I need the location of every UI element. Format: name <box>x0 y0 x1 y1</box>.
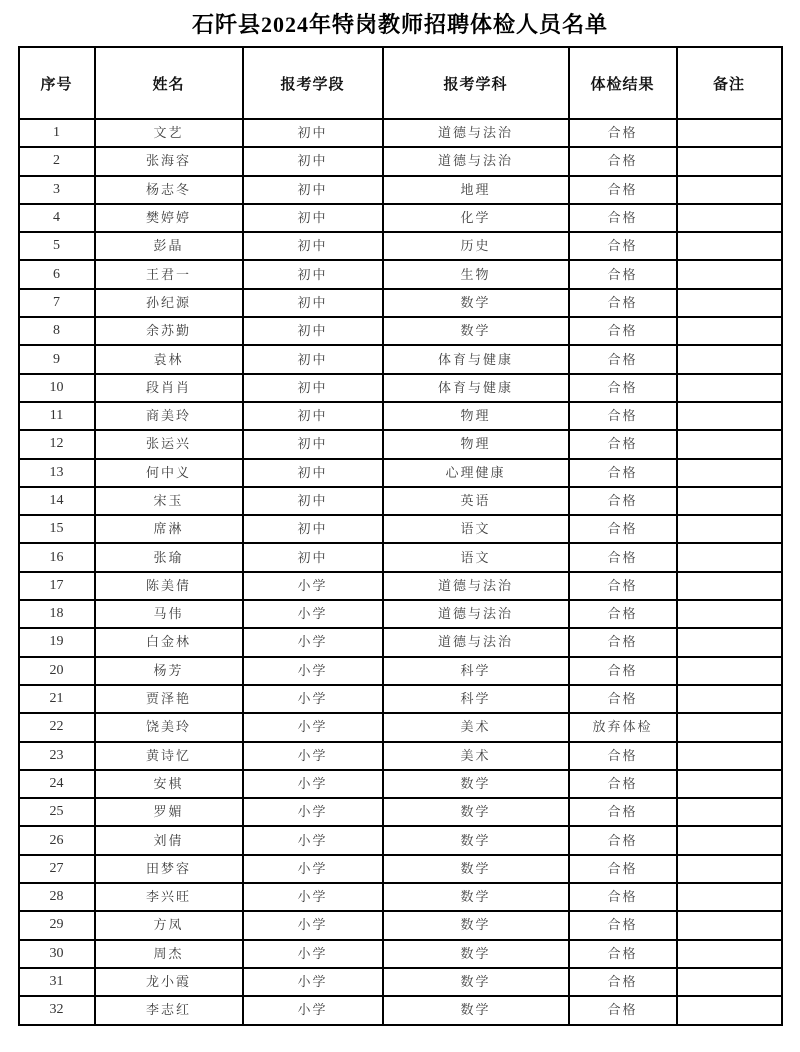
cell-subject: 生物 <box>383 260 569 288</box>
cell-name: 席淋 <box>95 515 243 543</box>
cell-result: 合格 <box>569 600 677 628</box>
cell-remark <box>677 402 782 430</box>
cell-result: 合格 <box>569 374 677 402</box>
table-row <box>19 826 782 854</box>
cell-result: 合格 <box>569 968 677 996</box>
cell-no: 11 <box>19 402 95 430</box>
cell-subject: 体育与健康 <box>383 345 569 373</box>
cell-subject: 道德与法治 <box>383 147 569 175</box>
cell-result: 合格 <box>569 940 677 968</box>
table-row <box>19 940 782 968</box>
cell-result: 合格 <box>569 826 677 854</box>
table-row <box>19 742 782 770</box>
table-row <box>19 232 782 260</box>
table-row <box>19 374 782 402</box>
cell-level: 小学 <box>243 572 383 600</box>
cell-level: 小学 <box>243 883 383 911</box>
table-row <box>19 968 782 996</box>
table-row <box>19 204 782 232</box>
table-row <box>19 883 782 911</box>
cell-no: 12 <box>19 430 95 458</box>
cell-name: 何中义 <box>95 459 243 487</box>
table-row <box>19 430 782 458</box>
cell-subject: 物理 <box>383 402 569 430</box>
cell-subject: 数学 <box>383 770 569 798</box>
cell-level: 小学 <box>243 826 383 854</box>
cell-level: 初中 <box>243 147 383 175</box>
cell-remark <box>677 232 782 260</box>
cell-name: 刘倩 <box>95 826 243 854</box>
table-row <box>19 260 782 288</box>
cell-result: 合格 <box>569 176 677 204</box>
cell-remark <box>677 883 782 911</box>
cell-subject: 数学 <box>383 855 569 883</box>
cell-level: 小学 <box>243 600 383 628</box>
cell-result: 合格 <box>569 515 677 543</box>
cell-remark <box>677 742 782 770</box>
cell-subject: 道德与法治 <box>383 572 569 600</box>
cell-subject: 体育与健康 <box>383 374 569 402</box>
cell-name: 孙纪源 <box>95 289 243 317</box>
table-row <box>19 572 782 600</box>
table-row <box>19 770 782 798</box>
cell-subject: 数学 <box>383 940 569 968</box>
cell-subject: 历史 <box>383 232 569 260</box>
cell-subject: 语文 <box>383 515 569 543</box>
cell-no: 31 <box>19 968 95 996</box>
cell-subject: 道德与法治 <box>383 600 569 628</box>
cell-level: 初中 <box>243 260 383 288</box>
cell-level: 初中 <box>243 345 383 373</box>
table-row <box>19 628 782 656</box>
cell-result: 合格 <box>569 260 677 288</box>
cell-subject: 数学 <box>383 317 569 345</box>
cell-subject: 地理 <box>383 176 569 204</box>
cell-level: 初中 <box>243 204 383 232</box>
table-row <box>19 119 782 147</box>
column-header-no: 序号 <box>19 47 95 119</box>
cell-result: 合格 <box>569 487 677 515</box>
cell-name: 文艺 <box>95 119 243 147</box>
column-header-result: 体检结果 <box>569 47 677 119</box>
cell-level: 小学 <box>243 798 383 826</box>
cell-remark <box>677 600 782 628</box>
cell-name: 田梦容 <box>95 855 243 883</box>
cell-remark <box>677 770 782 798</box>
cell-result: 合格 <box>569 232 677 260</box>
cell-level: 小学 <box>243 855 383 883</box>
cell-remark <box>677 260 782 288</box>
page-title: 石阡县2024年特岗教师招聘体检人员名单 <box>191 12 608 37</box>
cell-no: 19 <box>19 628 95 656</box>
cell-remark <box>677 968 782 996</box>
cell-remark <box>677 798 782 826</box>
table-row <box>19 685 782 713</box>
cell-remark <box>677 940 782 968</box>
cell-result: 合格 <box>569 770 677 798</box>
cell-name: 贾泽艳 <box>95 685 243 713</box>
cell-result: 合格 <box>569 996 677 1024</box>
column-header-remark: 备注 <box>677 47 782 119</box>
cell-subject: 化学 <box>383 204 569 232</box>
cell-remark <box>677 996 782 1024</box>
cell-no: 23 <box>19 742 95 770</box>
table-row <box>19 713 782 741</box>
cell-result: 合格 <box>569 430 677 458</box>
cell-result: 合格 <box>569 289 677 317</box>
cell-remark <box>677 911 782 939</box>
cell-level: 小学 <box>243 968 383 996</box>
cell-name: 张海容 <box>95 147 243 175</box>
cell-no: 27 <box>19 855 95 883</box>
table-row <box>19 543 782 571</box>
cell-level: 小学 <box>243 685 383 713</box>
cell-remark <box>677 628 782 656</box>
cell-no: 10 <box>19 374 95 402</box>
cell-no: 32 <box>19 996 95 1024</box>
cell-level: 小学 <box>243 996 383 1024</box>
cell-subject: 数学 <box>383 883 569 911</box>
cell-result: 放弃体检 <box>569 713 677 741</box>
cell-remark <box>677 713 782 741</box>
cell-subject: 心理健康 <box>383 459 569 487</box>
cell-level: 初中 <box>243 317 383 345</box>
cell-result: 合格 <box>569 685 677 713</box>
cell-level: 小学 <box>243 742 383 770</box>
cell-remark <box>677 826 782 854</box>
table-row <box>19 996 782 1024</box>
cell-remark <box>677 345 782 373</box>
cell-remark <box>677 430 782 458</box>
cell-no: 6 <box>19 260 95 288</box>
cell-name: 杨芳 <box>95 657 243 685</box>
table-row <box>19 176 782 204</box>
cell-subject: 道德与法治 <box>383 119 569 147</box>
cell-remark <box>677 685 782 713</box>
cell-level: 初中 <box>243 232 383 260</box>
table-row <box>19 798 782 826</box>
cell-name: 王君一 <box>95 260 243 288</box>
cell-subject: 数学 <box>383 968 569 996</box>
cell-result: 合格 <box>569 317 677 345</box>
cell-name: 罗媚 <box>95 798 243 826</box>
table-row <box>19 600 782 628</box>
cell-level: 初中 <box>243 459 383 487</box>
cell-no: 1 <box>19 119 95 147</box>
cell-remark <box>677 657 782 685</box>
cell-result: 合格 <box>569 855 677 883</box>
roster-table <box>18 46 783 1026</box>
cell-subject: 数学 <box>383 289 569 317</box>
cell-remark <box>677 543 782 571</box>
cell-remark <box>677 572 782 600</box>
cell-level: 初中 <box>243 374 383 402</box>
cell-name: 张运兴 <box>95 430 243 458</box>
cell-subject: 语文 <box>383 543 569 571</box>
cell-no: 21 <box>19 685 95 713</box>
cell-no: 28 <box>19 883 95 911</box>
cell-result: 合格 <box>569 742 677 770</box>
cell-no: 7 <box>19 289 95 317</box>
cell-subject: 数学 <box>383 798 569 826</box>
cell-no: 26 <box>19 826 95 854</box>
cell-name: 陈美倩 <box>95 572 243 600</box>
cell-name: 马伟 <box>95 600 243 628</box>
cell-remark <box>677 147 782 175</box>
table-header-row <box>19 47 782 119</box>
cell-no: 3 <box>19 176 95 204</box>
cell-no: 14 <box>19 487 95 515</box>
cell-level: 初中 <box>243 119 383 147</box>
cell-name: 黄诗忆 <box>95 742 243 770</box>
table-row <box>19 487 782 515</box>
cell-name: 段肖肖 <box>95 374 243 402</box>
cell-remark <box>677 176 782 204</box>
cell-level: 小学 <box>243 940 383 968</box>
cell-remark <box>677 515 782 543</box>
cell-subject: 美术 <box>383 742 569 770</box>
cell-name: 李兴旺 <box>95 883 243 911</box>
cell-result: 合格 <box>569 459 677 487</box>
cell-level: 初中 <box>243 543 383 571</box>
cell-no: 5 <box>19 232 95 260</box>
table-row <box>19 147 782 175</box>
cell-level: 初中 <box>243 430 383 458</box>
cell-name: 安棋 <box>95 770 243 798</box>
cell-remark <box>677 317 782 345</box>
cell-name: 龙小霞 <box>95 968 243 996</box>
cell-remark <box>677 119 782 147</box>
table-row <box>19 657 782 685</box>
cell-result: 合格 <box>569 628 677 656</box>
cell-level: 初中 <box>243 487 383 515</box>
cell-no: 25 <box>19 798 95 826</box>
cell-subject: 科学 <box>383 685 569 713</box>
cell-no: 2 <box>19 147 95 175</box>
cell-no: 29 <box>19 911 95 939</box>
cell-no: 9 <box>19 345 95 373</box>
table-row <box>19 289 782 317</box>
cell-remark <box>677 289 782 317</box>
cell-no: 4 <box>19 204 95 232</box>
cell-name: 彭晶 <box>95 232 243 260</box>
cell-no: 24 <box>19 770 95 798</box>
cell-no: 20 <box>19 657 95 685</box>
cell-level: 初中 <box>243 515 383 543</box>
table-row <box>19 345 782 373</box>
cell-result: 合格 <box>569 657 677 685</box>
cell-result: 合格 <box>569 572 677 600</box>
cell-remark <box>677 487 782 515</box>
cell-subject: 科学 <box>383 657 569 685</box>
cell-name: 白金林 <box>95 628 243 656</box>
column-header-level: 报考学段 <box>243 47 383 119</box>
cell-level: 初中 <box>243 289 383 317</box>
cell-result: 合格 <box>569 345 677 373</box>
cell-no: 16 <box>19 543 95 571</box>
cell-result: 合格 <box>569 798 677 826</box>
cell-remark <box>677 374 782 402</box>
cell-name: 袁林 <box>95 345 243 373</box>
cell-level: 小学 <box>243 657 383 685</box>
cell-level: 小学 <box>243 628 383 656</box>
table-row <box>19 911 782 939</box>
cell-result: 合格 <box>569 147 677 175</box>
cell-no: 17 <box>19 572 95 600</box>
column-header-subject: 报考学科 <box>383 47 569 119</box>
cell-level: 小学 <box>243 770 383 798</box>
cell-subject: 数学 <box>383 911 569 939</box>
cell-result: 合格 <box>569 402 677 430</box>
cell-name: 商美玲 <box>95 402 243 430</box>
cell-no: 8 <box>19 317 95 345</box>
cell-result: 合格 <box>569 543 677 571</box>
cell-subject: 英语 <box>383 487 569 515</box>
column-header-name: 姓名 <box>95 47 243 119</box>
cell-name: 李志红 <box>95 996 243 1024</box>
cell-name: 余苏勤 <box>95 317 243 345</box>
cell-subject: 物理 <box>383 430 569 458</box>
table-row <box>19 317 782 345</box>
cell-no: 30 <box>19 940 95 968</box>
cell-subject: 美术 <box>383 713 569 741</box>
cell-level: 小学 <box>243 911 383 939</box>
cell-name: 周杰 <box>95 940 243 968</box>
cell-no: 22 <box>19 713 95 741</box>
table-row <box>19 855 782 883</box>
cell-level: 小学 <box>243 713 383 741</box>
cell-result: 合格 <box>569 883 677 911</box>
cell-name: 樊婷婷 <box>95 204 243 232</box>
cell-subject: 数学 <box>383 826 569 854</box>
table-row <box>19 515 782 543</box>
table-body <box>19 119 782 1025</box>
cell-name: 张瑜 <box>95 543 243 571</box>
cell-no: 13 <box>19 459 95 487</box>
cell-remark <box>677 459 782 487</box>
cell-name: 宋玉 <box>95 487 243 515</box>
cell-result: 合格 <box>569 119 677 147</box>
cell-no: 15 <box>19 515 95 543</box>
cell-name: 方凤 <box>95 911 243 939</box>
cell-subject: 道德与法治 <box>383 628 569 656</box>
cell-level: 初中 <box>243 176 383 204</box>
cell-remark <box>677 855 782 883</box>
cell-name: 饶美玲 <box>95 713 243 741</box>
cell-subject: 数学 <box>383 996 569 1024</box>
cell-no: 18 <box>19 600 95 628</box>
cell-level: 初中 <box>243 402 383 430</box>
cell-result: 合格 <box>569 204 677 232</box>
cell-name: 杨志冬 <box>95 176 243 204</box>
table-row <box>19 402 782 430</box>
table-row <box>19 459 782 487</box>
cell-result: 合格 <box>569 911 677 939</box>
cell-remark <box>677 204 782 232</box>
